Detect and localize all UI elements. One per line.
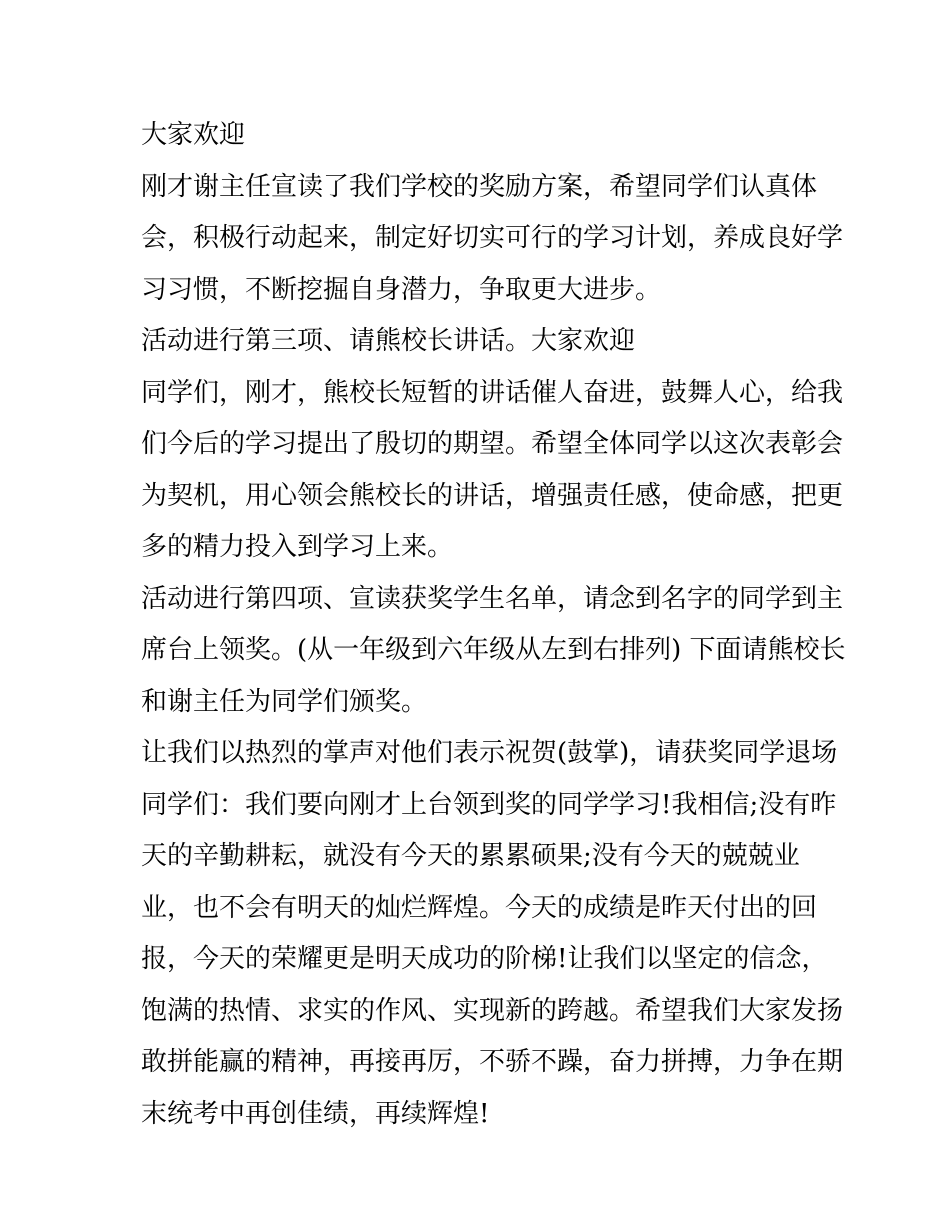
text-line: 同学们：我们要向刚才上台领到奖的同学学习!我相信;没有昨 [141, 789, 837, 820]
text-line: 活动进行第四项、宣读获奖学生名单，请念到名字的同学到主 [141, 583, 844, 614]
text-line: 习习惯，不断挖掘自身潜力，争取更大进步。 [141, 274, 662, 305]
text-line: 席台上领奖。(从一年级到六年级从左到右排列) 下面请熊校长 [141, 635, 846, 665]
text-line: 报，今天的荣耀更是明天成功的阶梯!让我们以坚定的信念， [141, 944, 828, 974]
text-line: 大家欢迎 [141, 120, 246, 150]
text-line: 会，积极行动起来，制定好切实可行的学习计划，养成良好学 [141, 223, 844, 253]
document-body [141, 110, 846, 1140]
text-line: 同学们，刚才，熊校长短暂的讲话催人奋进，鼓舞人心，给我 [141, 377, 844, 408]
text-line: 为契机，用心领会熊校长的讲话，增强责任感，使命感，把更 [141, 480, 844, 511]
text-line: 多的精力投入到学习上来。 [141, 532, 454, 562]
text-line: 和谢主任为同学们颁奖。 [141, 686, 428, 717]
text-line: 们今后的学习提出了殷切的期望。希望全体同学以这次表彰会 [141, 429, 844, 459]
text-line: 活动进行第三项、请熊校长讲话。大家欢迎 [141, 326, 636, 356]
text-line: 天的辛勤耕耘，就没有今天的累累硕果;没有今天的兢兢业 [141, 841, 800, 871]
text-line: 让我们以热烈的掌声对他们表示祝贺(鼓掌)，请获奖同学退场 [141, 738, 838, 768]
text-line: 饱满的热情、求实的作风、实现新的跨越。希望我们大家发扬 [141, 995, 844, 1026]
text-line: 业，也不会有明天的灿烂辉煌。今天的成绩是昨天付出的回 [141, 892, 818, 923]
text-line: 刚才谢主任宣读了我们学校的奖励方案，希望同学们认真体 [141, 171, 818, 202]
text-line: 末统考中再创佳绩，再续辉煌! [141, 1098, 490, 1129]
text-line: 敢拼能赢的精神，再接再厉，不骄不躁，奋力拼搏，力争在期 [141, 1047, 844, 1077]
